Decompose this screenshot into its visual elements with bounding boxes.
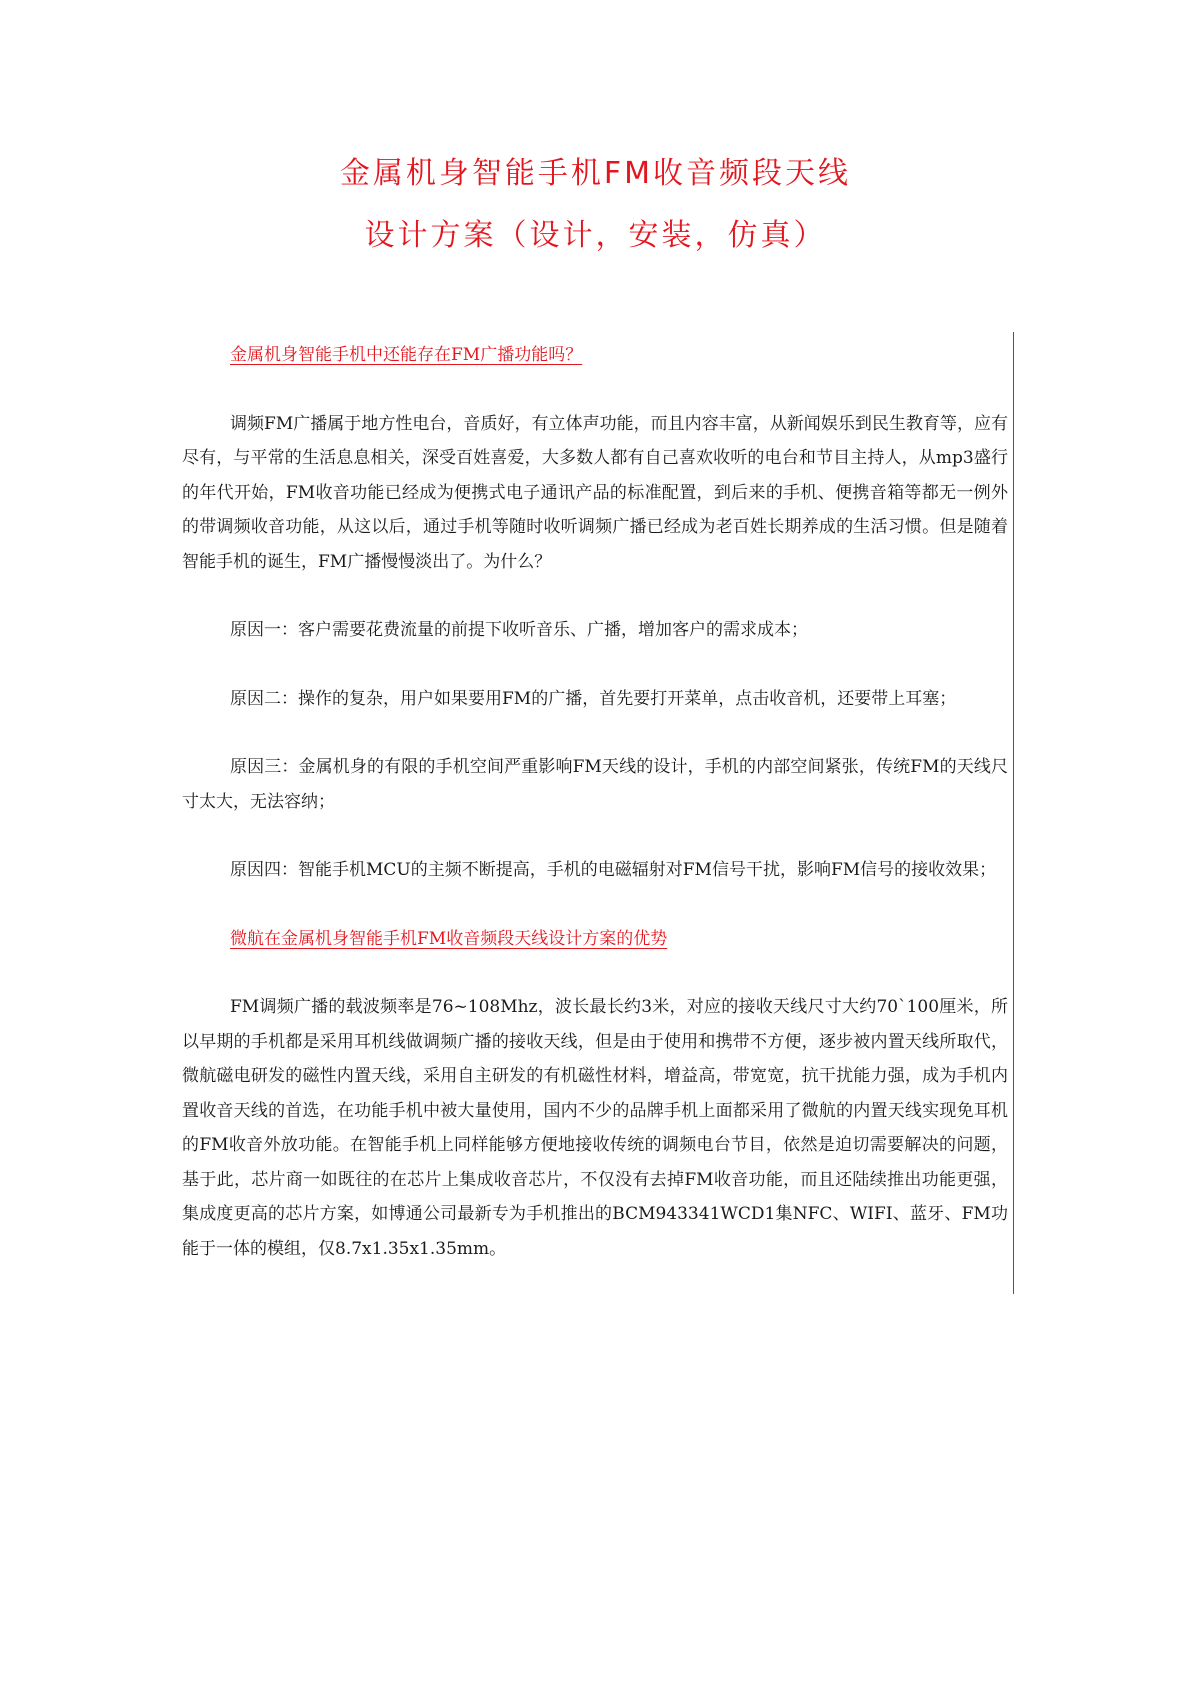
document-title-line-1: 金属机身智能手机FM收音频段天线 [339, 156, 852, 191]
spacer [182, 956, 1008, 990]
spacer [182, 579, 1008, 613]
spacer [182, 819, 1008, 853]
reason-3-paragraph: 原因三：金属机身的有限的手机空间严重影响FM天线的设计，手机的内部空间紧张，传统FM的天线尺寸太大，无法容纳； [182, 757, 1008, 812]
document-title-line-2: 设计方案（设计，安装，仿真） [364, 218, 827, 253]
section-1-heading: 金属机身智能手机中还能存在FM广播功能吗？ [230, 345, 583, 365]
document-body [182, 338, 1008, 1266]
reason-2-paragraph: 原因二：操作的复杂，用户如果要用FM的广播，首先要打开菜单，点击收音机，还要带上耳塞； [230, 688, 957, 709]
margin-rule [1013, 332, 1014, 1294]
spacer [182, 888, 1008, 922]
section-2-heading: 微航在金属机身智能手机FM收音频段天线设计方案的优势 [230, 928, 668, 949]
reason-4-paragraph: 原因四：智能手机MCU的主频不断提高，手机的电磁辐射对FM信号干扰，影响FM信号的接收效果； [230, 860, 997, 880]
section-1-intro-paragraph: 调频FM广播属于地方性电台，音质好，有立体声功能，而且内容丰富，从新闻娱乐到民生教育等，应有尽有，与平常的生活息息相关，深受百姓喜爱，大多数人都有自己喜欢收听的电台和节目主持人，从mp3盛行的年代开始，FM收音功能已经成为便携式电子通讯产品的标准配置，到后来的手机、便携音箱等都无一例外的带调频收音功能，从这以后，通过手机等随时收听调频广播已经成为老百姓长期养成的生活习惯。但是随着智能手机的诞生，FM广播慢慢淡出了。为什么？ [182, 413, 1008, 572]
section-2-body-paragraph: FM调频广播的载波频率是76~108Mhz，波长最长约3米，对应的接收天线尺寸大约70`100厘米，所以早期的手机都是采用耳机线做调频广播的接收天线，但是由于使用和携带不方便，逐步被内置天线所取代，微航磁电研发的磁性内置天线，采用自主研发的有机磁性材料，增益高，带宽宽，抗干扰能力强，成为手机内置收音天线的首选，在功能手机中被大量使用，国内不少的品牌手机上面都采用了微航的内置天线实现免耳机的FM收音外放功能。在智能手机上同样能够方便地接收传统的调频电台节目，依然是迫切需要解决的问题，基于此，芯片商一如既往的在芯片上集成收音芯片，不仅没有去掉FM收音功能，而且还陆续推出功能更强，集成度更高的芯片方案，如博通公司最新专为手机推出的BCM943341WCD1集NFC、WIFI、蓝牙、FM功能于一体的模组，仅8.7x1.35x1.35mm。 [182, 997, 1008, 1259]
reason-1-paragraph: 原因一：客户需要花费流量的前提下收听音乐、广播，增加客户的需求成本； [230, 620, 808, 640]
spacer [182, 648, 1008, 682]
spacer [182, 373, 1008, 407]
spacer [182, 716, 1008, 750]
